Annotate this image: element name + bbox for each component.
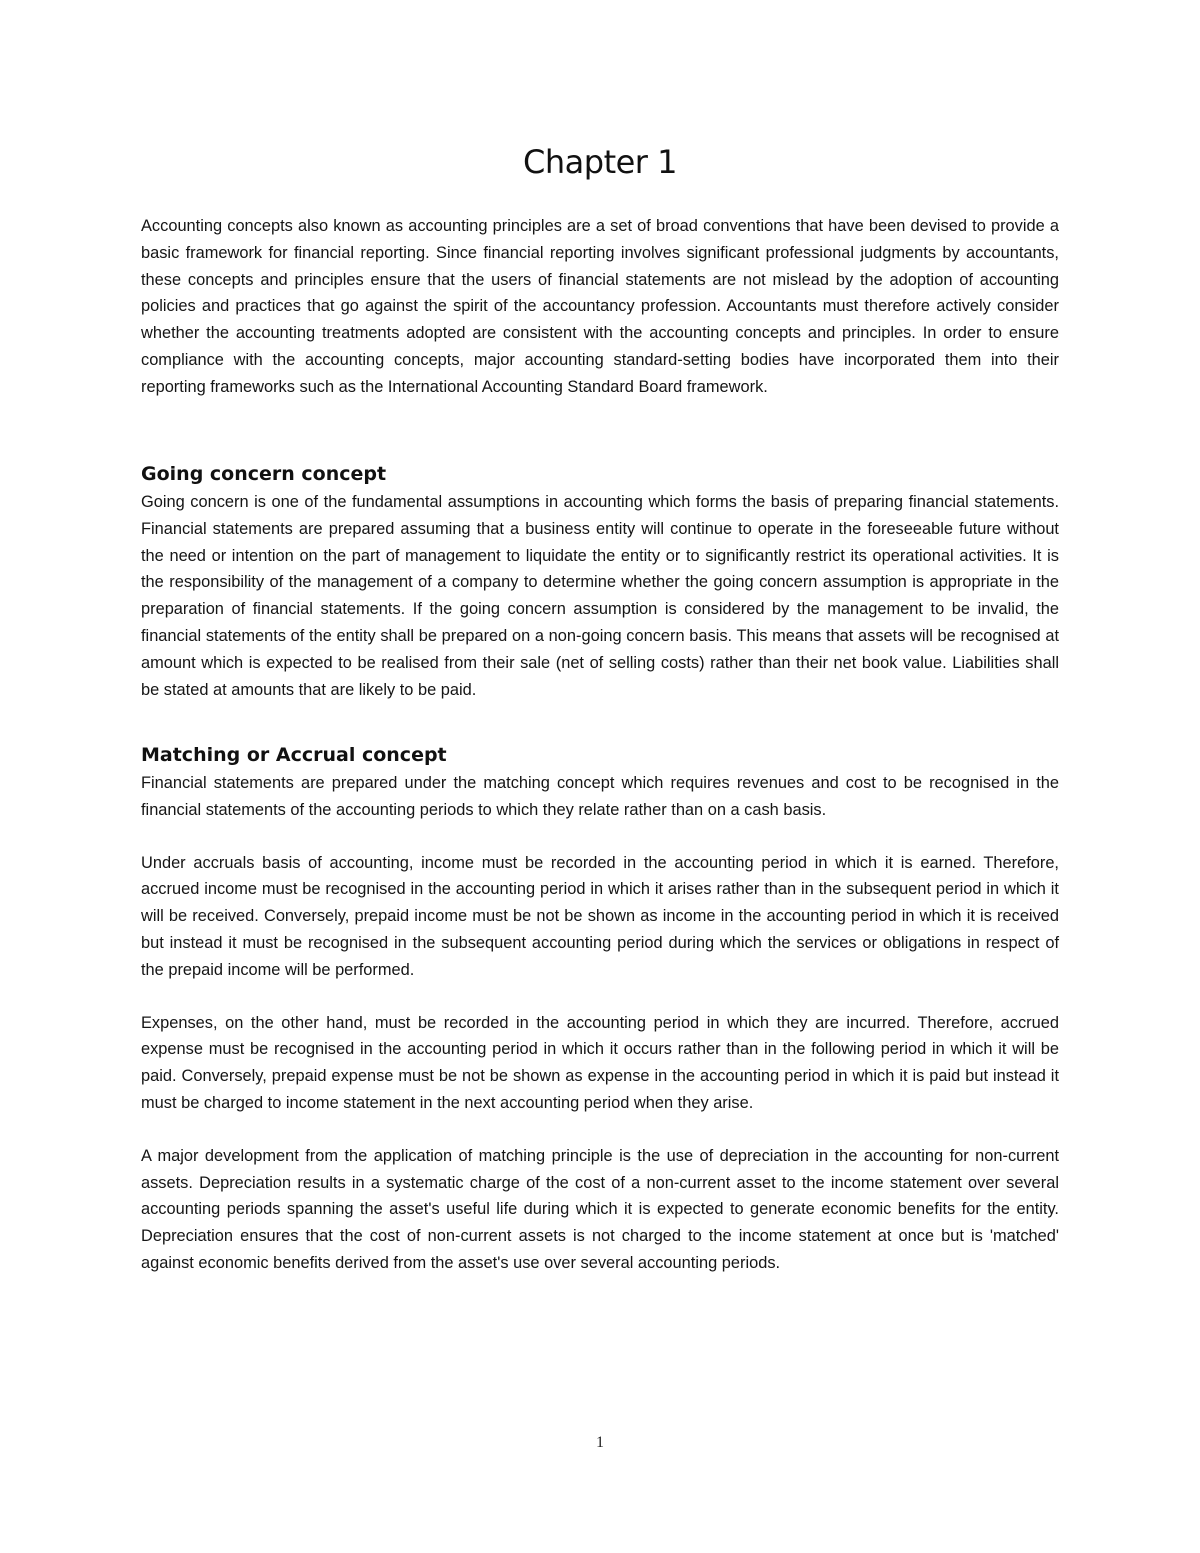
page-number: 1: [596, 1434, 604, 1451]
intro-block: [141, 213, 1059, 401]
section-heading: Matching or Accrual concept: [141, 744, 447, 766]
section-paragraph: Going concern is one of the fundamental assumptions in accounting which forms the basis of preparing financial statements. Financial statements are prepared assuming that a business entity will continue to operate in the foreseeable future without the need or intention on the part of management to liquidate the entity or to significantly restrict its operational activities. It is the responsibility of the management of a company to determine whether the going concern assumption is appropriate in the preparation of financial statements. If the going concern assumption is considered by the management to be invalid, the financial statements of the entity shall be prepared on a non-going concern basis. This means that assets will be recognised at amount which is expected to be realised from their sale (net of selling costs) rather than their net book value. Liabilities shall be stated at amounts that are likely to be paid.: [141, 493, 1059, 699]
section-matching-accrual: [141, 744, 1059, 1277]
section-paragraph: Financial statements are prepared under the matching concept which requires revenues and cost to be recognised in the financial statements of the accounting periods to which they relate rather than on a cash basis.: [141, 774, 1059, 819]
section-heading: Going concern concept: [141, 463, 387, 485]
section-paragraph: Under accruals basis of accounting, income must be recorded in the accounting period in which it is earned. Therefore, accrued income must be recognised in the accounting period in which it arises rather than in the subsequent period in which it will be received. Conversely, prepaid income must be not be shown as income in the accounting period in which it is received but instead it must be recognised in the subsequent accounting period during which the services or obligations in respect of the prepaid income will be performed.: [141, 853, 1059, 979]
intro-paragraph: Accounting concepts also known as accounting principles are a set of broad conventions that have been devised to provide a basic framework for financial reporting. Since financial reporting involves significant professional judgments by accountants, these concepts and principles ensure that the users of financial statements are not mislead by the adoption of accounting policies and practices that go against the spirit of the accountancy profession. Accountants must therefore actively consider whether the accounting treatments adopted are consistent with the accounting concepts and principles. In order to ensure compliance with the accounting concepts, major accounting standard-setting bodies have incorporated them into their reporting frameworks such as the International Accounting Standard Board framework.: [141, 217, 1059, 396]
chapter-title: Chapter 1: [523, 143, 677, 181]
section-paragraph: Expenses, on the other hand, must be recorded in the accounting period in which they are incurred. Therefore, accrued expense must be recognised in the accounting period in which it occurs rather than in the following period in which it will be paid. Conversely, prepaid expense must be not be shown as expense in the accounting period in which it is paid but instead it must be charged to income statement in the next accounting period when they arise.: [141, 1013, 1059, 1112]
section-going-concern: [141, 463, 1059, 703]
section-paragraph: A major development from the application of matching principle is the use of depreciation in the accounting for non-current assets. Depreciation results in a systematic charge of the cost of a non-current asset to the income statement over several accounting periods spanning the asset's useful life during which it is expected to generate economic benefits for the entity. Depreciation ensures that the cost of non-current assets is not charged to the income statement at once but is 'matched' against economic benefits derived from the asset's use over several accounting periods.: [141, 1146, 1059, 1272]
